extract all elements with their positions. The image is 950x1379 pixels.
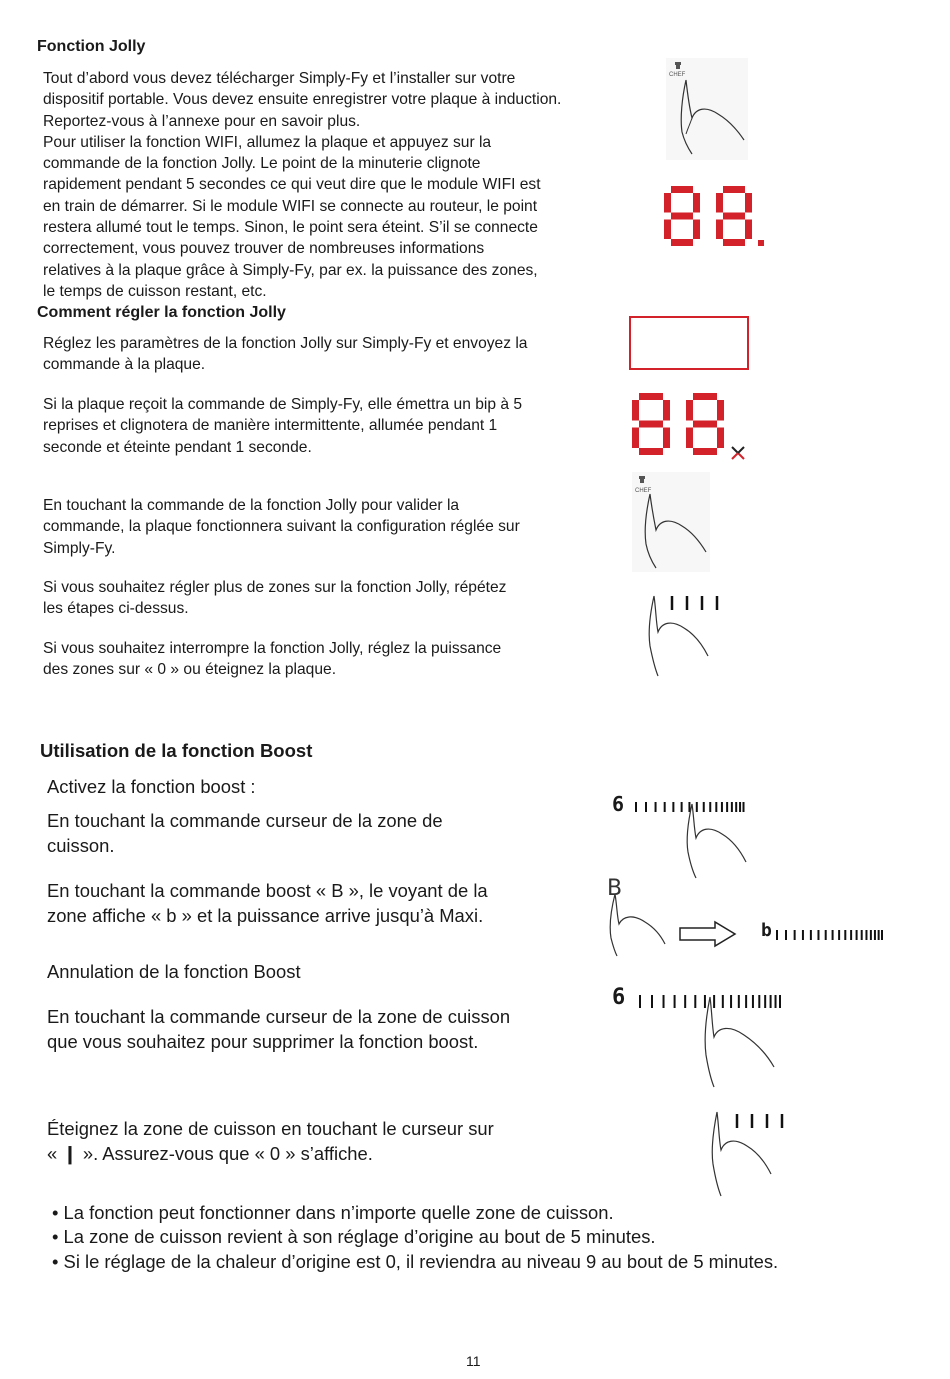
boost-cancel-title: Annulation de la fonction Boost <box>47 961 301 982</box>
jolly-step-3 <box>43 495 623 559</box>
hand-pointer-icon <box>632 472 710 572</box>
text-line: le temps de cuisson restant, etc. <box>43 282 267 300</box>
jolly-intro <box>43 68 643 302</box>
slider-touch-figure <box>640 590 720 680</box>
text-line: Si vous souhaitez interrompre la fonction Jolly, réglez la puissance <box>43 640 502 657</box>
text-line: restera allumé tout le temps. Sinon, le point sera éteint. S’il se connecte <box>43 219 538 237</box>
text-line: En touchant la commande curseur de la zone de cuisson <box>47 1006 511 1027</box>
digit-segment <box>693 448 717 455</box>
digit-segment <box>745 193 752 213</box>
jolly-title: Fonction Jolly <box>37 38 146 55</box>
digit-segment <box>716 220 723 240</box>
digit-segment <box>693 421 717 428</box>
digit-segment <box>671 239 693 246</box>
boost-key-figure <box>603 876 893 958</box>
digit-segment <box>639 393 663 400</box>
list-item: • La zone de cuisson revient à son réglage d’origine au bout de 5 minutes. <box>52 1226 656 1248</box>
text-line: En touchant la commande curseur de la zone de <box>47 810 443 831</box>
boost-cancel-text <box>47 1005 587 1054</box>
page-number: 11 <box>466 1353 481 1369</box>
bullet-list <box>52 1201 932 1274</box>
level-digit: 6 <box>612 985 626 1010</box>
digit-segment <box>693 393 717 400</box>
digit-segment <box>686 400 693 421</box>
hand-pointer-icon <box>649 596 708 676</box>
list-item: • Si le réglage de la chaleur d’origine est 0, il reviendra au niveau 9 au bout de 5 minutes. <box>52 1250 779 1272</box>
arrow-right-icon <box>679 920 739 950</box>
boost-level-digit: b <box>761 920 772 941</box>
text-line: des zones sur « 0 » ou éteignez la plaque. <box>43 661 337 679</box>
digit-segment <box>723 213 745 220</box>
blank-display-frame <box>629 316 749 370</box>
digit-segment <box>686 428 693 449</box>
boost-slider-text <box>47 809 587 858</box>
digit-segment <box>664 193 671 213</box>
jolly-step-5 <box>43 638 623 681</box>
text-line: reprises et clignotera de manière intermittente, allumée pendant 1 <box>43 417 498 435</box>
text-line: seconde et éteinte pendant 1 seconde. <box>43 438 312 456</box>
digit-display-88-dot <box>660 184 770 252</box>
jolly-step-4 <box>43 577 623 620</box>
text-line: zone affiche « b » et la puissance arrive jusqu’à Maxi. <box>47 904 484 926</box>
text-line: Si vous souhaitez régler plus de zones sur la fonction Jolly, répétez <box>43 579 507 596</box>
text-line: Réglez les paramètres de la fonction Jolly sur Simply-Fy et envoyez la <box>43 335 528 352</box>
text-line: les étapes ci-dessus. <box>43 600 189 618</box>
digit-segment <box>663 400 670 421</box>
digit-segment <box>717 428 724 449</box>
hand-pointer-icon <box>666 58 748 160</box>
text-line: Reportez-vous à l’annexe pour en savoir plus. <box>43 112 361 130</box>
boost-title: Utilisation de la fonction Boost <box>40 740 313 761</box>
boost-key-label: B <box>607 876 623 901</box>
hand-pointer-icon <box>696 993 806 1088</box>
text-line: dispositif portable. Vous devez ensuite enregistrer votre plaque à induction. <box>43 91 562 109</box>
text-line: Pour utiliser la fonction WIFI, allumez la plaque et appuyez sur la <box>43 133 492 151</box>
jolly-how-title: Comment régler la fonction Jolly <box>37 304 286 321</box>
text-line: En touchant la commande de la fonction Jolly pour valider la <box>43 497 460 514</box>
chef-label: CHEF <box>669 72 686 78</box>
digit-segment <box>693 193 700 213</box>
hand-pointer-icon <box>712 1112 771 1196</box>
text-line: correctement, vous pouvez trouver de nombreuses informations <box>43 240 485 258</box>
text-line: Tout d’abord vous devez télécharger Simply-Fy et l’installer sur votre <box>43 70 516 87</box>
digit-segment <box>723 239 745 246</box>
digit-segment <box>723 186 745 193</box>
text-line: relatives à la plaque grâce à Simply-Fy, par ex. la puissance des zones, <box>43 261 538 279</box>
digit-segment <box>716 193 723 213</box>
text-line: Simply-Fy. <box>43 539 116 557</box>
digit-segment <box>632 428 639 449</box>
text-line: que vous souhaitez pour supprimer la fonction boost. <box>47 1030 479 1052</box>
digit-segment <box>663 428 670 449</box>
boost-slider-figure <box>610 792 765 882</box>
text-line: commande à la plaque. <box>43 356 206 374</box>
slider-ticks <box>775 928 895 946</box>
text-line: cuisson. <box>47 834 115 856</box>
digit-display-88-blinking <box>628 389 753 461</box>
chef-key-figure <box>666 58 748 160</box>
chef-label: CHEF <box>635 488 652 494</box>
slider-ticks <box>672 596 717 610</box>
digit-segment <box>671 186 693 193</box>
text-line: en train de démarrer. Si le module WIFI se connecte au routeur, le point <box>43 197 538 215</box>
boost-cancel-figure <box>610 985 800 1090</box>
slider-off-figure <box>707 1108 792 1198</box>
digit-segment <box>639 448 663 455</box>
text-line: commande, la plaque fonctionnera suivant la configuration réglée sur <box>43 518 520 536</box>
digit-segment <box>693 220 700 240</box>
jolly-step-1 <box>43 333 623 376</box>
digit-segment <box>632 400 639 421</box>
level-digit: 6 <box>612 792 625 816</box>
text-line: Éteignez la zone de cuisson en touchant le curseur sur <box>47 1118 494 1139</box>
hand-pointer-icon <box>603 890 673 970</box>
digit-segment <box>639 421 663 428</box>
boost-key-text <box>47 879 587 928</box>
jolly-step-2 <box>43 394 623 458</box>
blinking-dot-icon <box>732 447 744 459</box>
chef-key-confirm-figure <box>632 472 710 572</box>
hand-pointer-icon <box>680 800 760 880</box>
digit-segment <box>664 220 671 240</box>
text-line: rapidement pendant 5 secondes ce qui veut dire que le module WIFI est <box>43 176 541 194</box>
text-line: Si la plaque reçoit la commande de Simply-Fy, elle émettra un bip à 5 <box>43 396 523 413</box>
text-line: En touchant la commande boost « B », le voyant de la <box>47 880 488 901</box>
timer-dot <box>758 240 764 246</box>
boost-off-text <box>47 1117 587 1166</box>
text-line: commande de la fonction Jolly. Le point de la minuterie clignote <box>43 155 481 173</box>
list-item: • La fonction peut fonctionner dans n’importe quelle zone de cuisson. <box>52 1202 614 1223</box>
digit-segment <box>717 400 724 421</box>
boost-activate: Activez la fonction boost : <box>47 776 256 797</box>
digit-segment <box>671 213 693 220</box>
text-line: « ❙ ». Assurez-vous que « 0 » s’affiche. <box>47 1142 373 1164</box>
digit-segment <box>745 220 752 240</box>
